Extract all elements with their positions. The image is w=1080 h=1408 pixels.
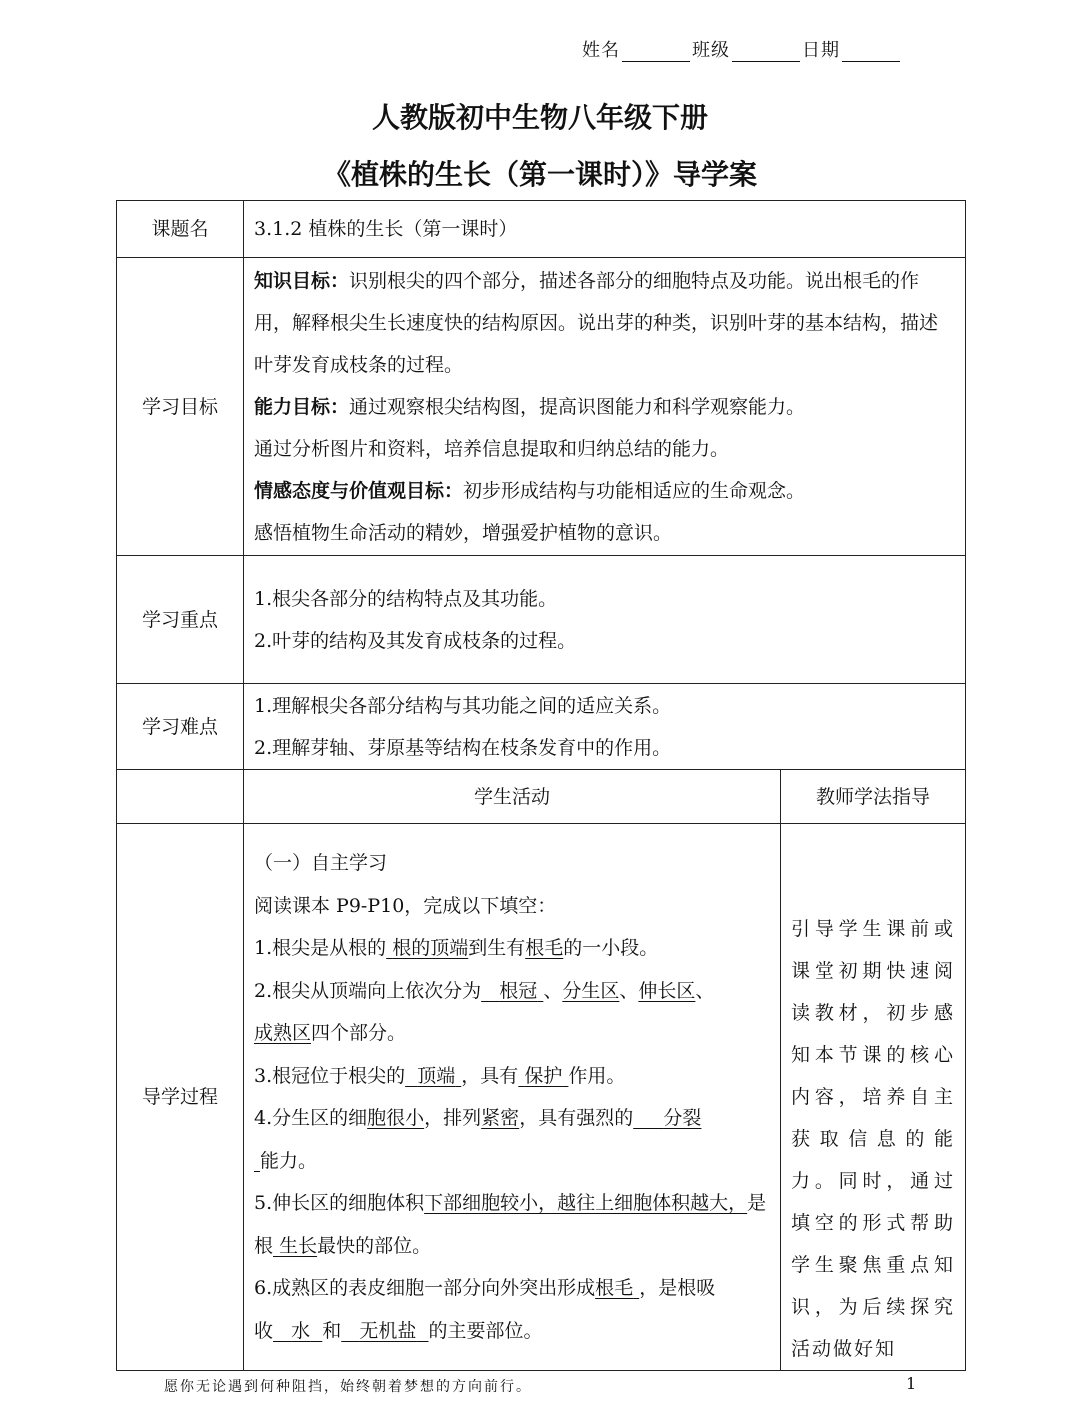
question-5 xyxy=(254,1182,770,1267)
q6-answer xyxy=(595,1277,639,1299)
q5-answer xyxy=(273,1235,317,1257)
q6-answer-text: 根毛 xyxy=(595,1277,634,1299)
q6-answer-text: 无机盐 xyxy=(359,1319,417,1342)
difficulties-content xyxy=(244,684,966,770)
key-point-item: 1.根尖各部分的结构特点及其功能。 xyxy=(254,587,558,610)
q5-answer: 下部细胞较小，越往上细胞体积越大， xyxy=(424,1192,748,1214)
table-row-process xyxy=(117,824,966,1371)
q2-text: 四个部分。 xyxy=(311,1022,407,1044)
question-3 xyxy=(254,1055,770,1098)
difficulty-item: 1.理解根尖各部分结构与其功能之间的适应关系。 xyxy=(254,694,672,717)
q4-answer xyxy=(633,1107,701,1129)
date-label: 日期 xyxy=(802,40,840,61)
footer-motto: 愿你无论遇到何种阻挡，始终朝着梦想的方向前行。 xyxy=(164,1379,532,1395)
table-row-key-points xyxy=(117,556,966,684)
q6-text: 的主要部位。 xyxy=(428,1319,543,1342)
q3-text: 3.根冠位于根尖的 xyxy=(254,1064,406,1087)
emotion-text-2: 感悟植物生命活动的精妙，增强爱护植物的意识。 xyxy=(254,521,673,544)
q4-text: ，具有强烈的 xyxy=(519,1107,634,1129)
doc-title-line1: 人教版初中生物八年级下册 xyxy=(371,101,708,134)
knowledge-head: 知识目标： xyxy=(254,269,350,292)
q1-answer xyxy=(386,937,468,959)
q1-text: 到生有 xyxy=(468,937,526,959)
q2-answer-text: 根冠 xyxy=(499,979,538,1002)
q6-answer xyxy=(273,1320,322,1342)
q6-answer xyxy=(341,1320,428,1342)
reading-intro: 阅读课本 P9-P10，完成以下填空： xyxy=(254,894,557,917)
q4-answer: 紧密 xyxy=(481,1107,520,1129)
q3-text: 作用。 xyxy=(568,1064,626,1087)
q3-answer xyxy=(405,1065,461,1087)
q5-text: 最快的部位。 xyxy=(317,1234,432,1257)
table-row-objectives xyxy=(117,258,966,556)
q4-text: 4.分生区的细 xyxy=(254,1107,368,1129)
ability-text: 通过观察根尖结构图，提高识图能力和科学观察能力。 xyxy=(349,395,806,418)
emotion-head: 情感态度与价值观目标： xyxy=(254,479,464,502)
q3-answer-text: 保护 xyxy=(524,1064,563,1087)
key-points-content xyxy=(244,556,966,684)
objectives-label: 学习目标 xyxy=(117,258,244,556)
doc-title-line2: 《植株的生长（第一课时）》导学案 xyxy=(322,158,757,191)
emotion-objective xyxy=(254,470,955,512)
q5-text: 是根 xyxy=(254,1192,767,1257)
ability-text-2: 通过分析图片和资料，培养信息提取和归纳总结的能力。 xyxy=(254,437,730,460)
page-number: 1 xyxy=(906,1374,917,1393)
knowledge-text: 识别根尖的四个部分，描述各部分的细胞特点及功能。说出根毛的作用，解释根尖生长速度快的结构原因。说出芽的种类，识别叶芽的基本结构，描述叶芽发育成枝条的过程。 xyxy=(254,269,939,376)
q4-answer-text: 分裂 xyxy=(663,1107,702,1129)
study-guide-table xyxy=(116,200,966,1371)
key-points-label: 学习重点 xyxy=(117,556,244,684)
objectives-content xyxy=(244,258,966,556)
class-field[interactable] xyxy=(732,41,800,62)
q3-answer xyxy=(518,1065,568,1087)
key-point-item: 2.叶芽的结构及其发育成枝条的过程。 xyxy=(254,629,577,652)
q1-answer-text: 根的顶端 xyxy=(392,937,469,959)
empty-header-cell xyxy=(117,770,244,824)
q2-answer: 成熟区 xyxy=(254,1022,312,1044)
teacher-guide-header: 教师学法指导 xyxy=(781,770,966,824)
q4-text: 能力。 xyxy=(260,1149,318,1172)
student-activity-header: 学生活动 xyxy=(244,770,781,824)
teacher-guide-content: 引导学生课前或课堂初期快速阅读教材，初步感知本节课的核心内容，培养自主获取信息的能力。同时，通过填空的形式帮助学生聚焦重点知识，为后续探究活动做好知 xyxy=(781,824,966,1371)
q1-answer: 根毛 xyxy=(525,937,564,959)
table-row-difficulties xyxy=(117,684,966,770)
process-label: 导学过程 xyxy=(117,824,244,1371)
topic-value: 3.1.2 植株的生长（第一课时） xyxy=(244,201,966,258)
q5-text: 5.伸长区的细胞体积 xyxy=(254,1192,425,1214)
topic-label: 课题名 xyxy=(117,201,244,258)
q3-text: ，具有 xyxy=(461,1064,519,1087)
difficulties-label: 学习难点 xyxy=(117,684,244,770)
question-6 xyxy=(254,1267,770,1352)
question-4 xyxy=(254,1097,770,1182)
question-2 xyxy=(254,970,770,1055)
q4-answer: 胞很小 xyxy=(367,1107,425,1129)
q5-answer-text: 生长 xyxy=(279,1234,318,1257)
section-title: （一）自主学习 xyxy=(254,852,388,874)
ability-objective xyxy=(254,386,955,428)
class-label: 班级 xyxy=(692,40,730,61)
difficulty-item: 2.理解芽轴、芽原基等结构在枝条发育中的作用。 xyxy=(254,736,672,759)
ability-head: 能力目标： xyxy=(254,395,350,418)
name-field[interactable] xyxy=(622,41,690,62)
date-field[interactable] xyxy=(842,41,900,62)
question-1 xyxy=(254,927,770,970)
q2-text: 、 xyxy=(619,979,639,1002)
q2-answer xyxy=(481,980,543,1002)
q3-answer-text: 顶端 xyxy=(417,1064,456,1087)
table-row-col-headers xyxy=(117,770,966,824)
q2-text: 、 xyxy=(543,979,563,1002)
knowledge-objective xyxy=(254,260,955,386)
q1-text: 1.根尖是从根的 xyxy=(254,937,387,959)
q2-answer: 分生区 xyxy=(562,979,620,1002)
student-info-line xyxy=(582,36,902,62)
name-label: 姓名 xyxy=(582,40,620,61)
q2-answer: 伸长区 xyxy=(638,979,696,1002)
q4-text: ，排列 xyxy=(424,1107,482,1129)
q2-text: 2.根尖从顶端向上依次分为 xyxy=(254,979,482,1002)
q6-text: 6.成熟区的表皮细胞一部分向外突出形成 xyxy=(254,1277,596,1299)
table-row-topic xyxy=(117,201,966,258)
q2-text: 、 xyxy=(695,979,715,1002)
q6-answer-text: 水 xyxy=(291,1319,311,1342)
q6-text: 和 xyxy=(322,1319,342,1342)
q6-text: ，是根吸收 xyxy=(254,1277,716,1342)
emotion-text: 初步形成结构与功能相适应的生命观念。 xyxy=(463,479,806,502)
q1-text: 的一小段。 xyxy=(563,937,659,959)
student-activity-content xyxy=(244,824,781,1371)
